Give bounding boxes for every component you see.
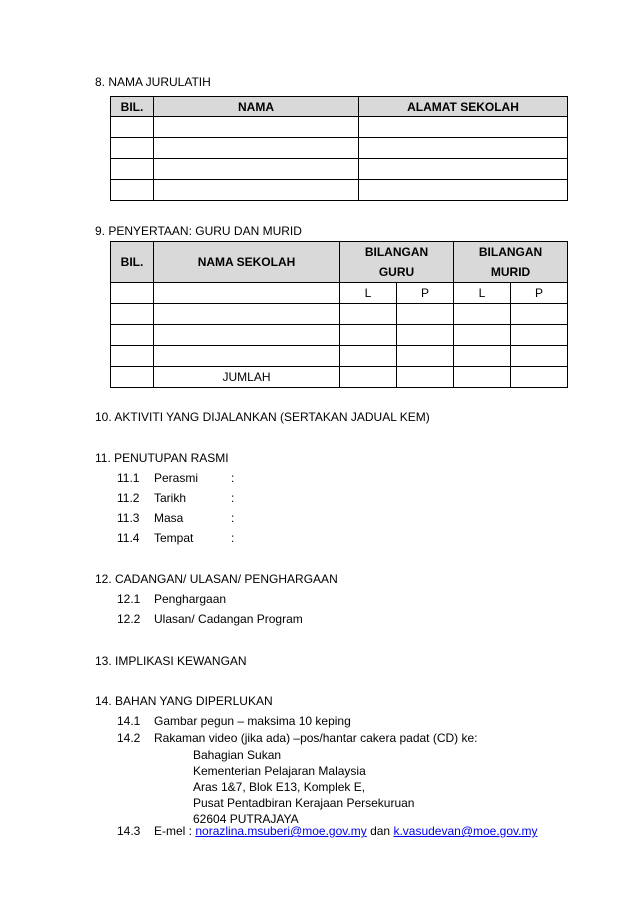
col-alamat: ALAMAT SEKOLAH <box>359 97 568 117</box>
address-line: 62604 PUTRAJAYA <box>193 812 299 826</box>
email-link-1[interactable]: norazlina.msuberi@moe.gov.my <box>195 824 367 838</box>
section-10-heading: 10. AKTIVITI YANG DIJALANKAN (SERTAKAN JADUAL KEM) <box>95 410 430 424</box>
table-row <box>111 138 568 159</box>
col-nama-sekolah: NAMA SEKOLAH <box>154 242 340 283</box>
sub-p-murid: P <box>511 283 568 304</box>
address-line: Aras 1&7, Blok E13, Komplek E, <box>193 780 366 794</box>
table-row <box>111 304 568 325</box>
col-bilangan-murid: BILANGAN MURID <box>454 242 568 283</box>
mailing-address <box>193 747 414 827</box>
col-bilangan-guru: BILANGAN GURU <box>340 242 454 283</box>
section-12-list: 12.1 Penghargaan 12.2 Ulasan/ Cadangan Program <box>117 592 303 626</box>
table-row <box>111 117 568 138</box>
section-9-heading: 9. PENYERTAAN: GURU DAN MURID <box>95 224 302 238</box>
section-12-heading: 12. CADANGAN/ ULASAN/ PENGHARGAAN <box>95 572 338 586</box>
address-line: Bahagian Sukan <box>193 748 282 762</box>
sub-p-guru: P <box>397 283 454 304</box>
section-11-list: 11.1 Perasmi : 11.2 Tarikh : 11.3 Masa : 11.4 Tempat : <box>117 471 235 545</box>
jumlah-label: JUMLAH <box>154 367 340 388</box>
section-14-heading: 14. BAHAN YANG DIPERLUKAN <box>95 694 273 708</box>
address-line: Kementerian Pelajaran Malaysia <box>193 764 366 778</box>
address-line: Pusat Pentadbiran Kerajaan Persekuruan <box>193 796 415 810</box>
table-row <box>111 180 568 201</box>
sub-l-murid: L <box>454 283 511 304</box>
participation-table <box>110 241 568 388</box>
table-row <box>111 346 568 367</box>
table-row <box>111 325 568 346</box>
email-label: E-mel : <box>154 824 193 838</box>
table-row <box>111 159 568 180</box>
section-14-list: 14.1 Gambar pegun – maksima 10 keping 14.2 Rakaman video (jika ada) –pos/hantar cakera padat (CD) ke: Bahagian Sukan Kementerian Pelajaran Malaysia Aras 1&7, Blok E13, Komplek E, Pusat Pentadbiran Kerajaan Persekuruan 62604 PUTRAJAYA 14.3 E-mel : norazlina.msuberi@moe.gov.my dan k.vasudevan@moe.gov.my <box>117 714 538 838</box>
section-8-heading: 8. NAMA JURULATIH <box>95 75 211 89</box>
col-bil: BIL. <box>111 97 154 117</box>
trainer-table <box>110 96 568 201</box>
sub-l-guru: L <box>340 283 397 304</box>
section-13-heading: 13. IMPLIKASI KEWANGAN <box>95 654 247 668</box>
section-11-heading: 11. PENUTUPAN RASMI <box>95 451 229 465</box>
col-bil: BIL. <box>111 242 154 283</box>
email-link-2[interactable]: k.vasudevan@moe.gov.my <box>393 824 538 838</box>
email-conjunction: dan <box>370 824 391 838</box>
col-nama: NAMA <box>154 97 359 117</box>
